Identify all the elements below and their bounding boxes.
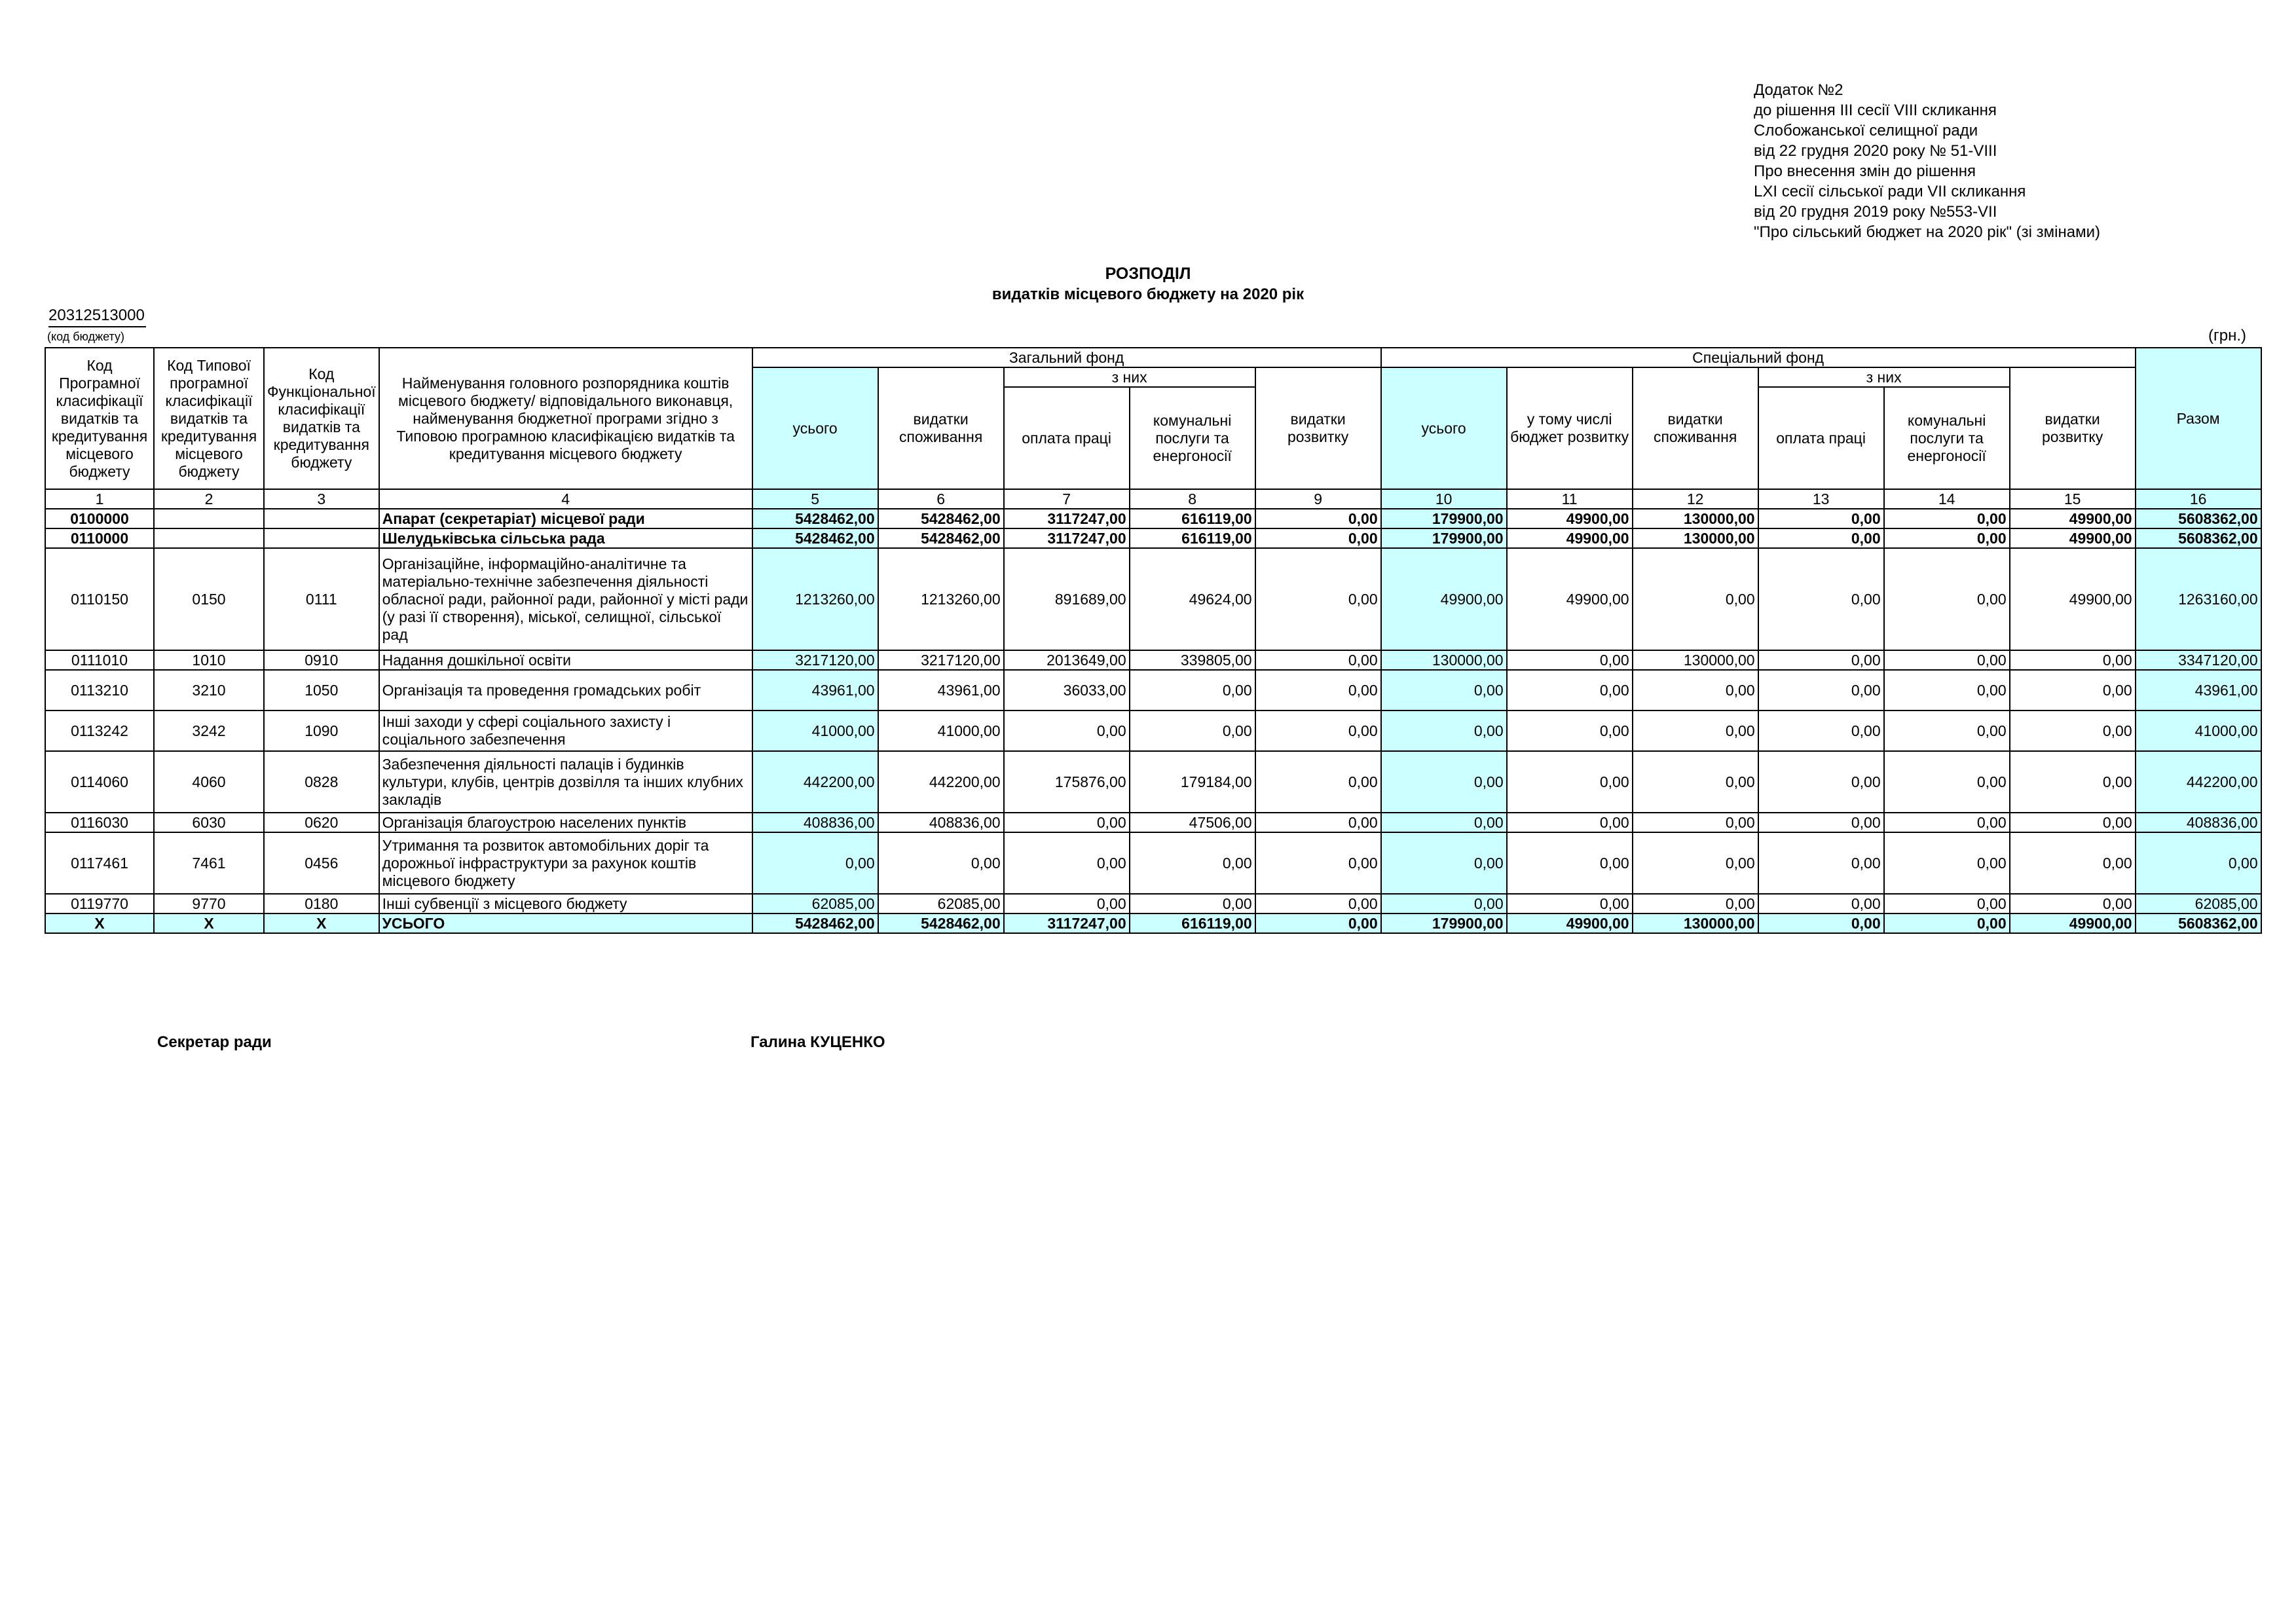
row-value-cell: 0,00: [1758, 509, 1884, 528]
row-value-cell: 1090: [264, 710, 379, 751]
row-value-cell: 0100000: [45, 509, 154, 528]
row-value-cell: 49900,00: [1507, 509, 1633, 528]
row-value-cell: 0,00: [1758, 650, 1884, 670]
row-value-cell: 442200,00: [878, 751, 1004, 813]
row-value-cell: 7461: [154, 832, 264, 894]
row-value-cell: 179900,00: [1381, 528, 1507, 548]
row-value-cell: 3117247,00: [1004, 913, 1130, 933]
row-name-cell: Інші заходи у сфері соціального захисту і соціального забезпечення: [379, 710, 752, 751]
row-value-cell: 0150: [154, 548, 264, 650]
row-value-cell: [154, 509, 264, 528]
table-row: [45, 832, 2261, 894]
row-value-cell: X: [264, 913, 379, 933]
row-value-cell: 0,00: [1004, 894, 1130, 913]
row-value-cell: 0,00: [1255, 509, 1381, 528]
row-value-cell: 5428462,00: [878, 528, 1004, 548]
column-number: 6: [878, 489, 1004, 509]
header-gf-wages: оплата праці: [1004, 387, 1130, 489]
column-number: 3: [264, 489, 379, 509]
row-value-cell: 179184,00: [1130, 751, 1255, 813]
row-name-cell: Організація благоустрою населених пунктів: [379, 813, 752, 832]
row-value-cell: 0111: [264, 548, 379, 650]
row-value-cell: 0,00: [1507, 894, 1633, 913]
header-gf-development: видатки розвитку: [1255, 367, 1381, 489]
row-value-cell: 3242: [154, 710, 264, 751]
header-gf-of-which: з них: [1004, 367, 1255, 387]
header-general-fund: Загальний фонд: [752, 348, 1381, 367]
row-name-cell: Організаційне, інформаційно-аналітичне та матеріально-технічне забезпечення діяльності обласної ради, районної ради, районної у місті ради (у разі її створення), міської, селищної, сільської рад: [379, 548, 752, 650]
row-value-cell: 0,00: [1758, 710, 1884, 751]
row-value-cell: 130000,00: [1633, 913, 1758, 933]
row-value-cell: 0,00: [1507, 670, 1633, 710]
row-value-cell: 5428462,00: [878, 913, 1004, 933]
row-value-cell: 5428462,00: [878, 509, 1004, 528]
row-value-cell: 0,00: [1758, 813, 1884, 832]
row-value-cell: 339805,00: [1130, 650, 1255, 670]
row-value-cell: 0,00: [2010, 650, 2136, 670]
row-value-cell: 0,00: [1884, 913, 2010, 933]
header-sf-utilities: комунальні послуги та енергоносії: [1884, 387, 2010, 489]
row-value-cell: 0117461: [45, 832, 154, 894]
signature-name: Галина КУЦЕНКО: [750, 1033, 885, 1051]
row-value-cell: 0,00: [1884, 650, 2010, 670]
row-value-cell: 0,00: [1130, 832, 1255, 894]
budget-table: [45, 347, 2262, 934]
row-value-cell: 0,00: [1381, 894, 1507, 913]
annex-line: "Про сільський бюджет на 2020 рік" (зі змінами): [1754, 223, 2100, 241]
row-value-cell: 0,00: [1884, 751, 2010, 813]
row-value-cell: 49900,00: [2010, 913, 2136, 933]
table-row: [45, 650, 2261, 670]
table-row: [45, 509, 2261, 528]
header-sf-budget-dev: у тому числі бюджет розвитку: [1507, 367, 1633, 489]
table-total-row: [45, 913, 2261, 933]
row-value-cell: 175876,00: [1004, 751, 1130, 813]
row-value-cell: 3217120,00: [878, 650, 1004, 670]
header-gf-consumption: видатки споживання: [878, 367, 1004, 489]
row-value-cell: 0,00: [1884, 670, 2010, 710]
row-value-cell: 4060: [154, 751, 264, 813]
annex-line: до рішення III сесії VIII скликання: [1754, 101, 1997, 119]
row-value-cell: 0119770: [45, 894, 154, 913]
row-value-cell: [154, 528, 264, 548]
row-value-cell: 0910: [264, 650, 379, 670]
row-value-cell: 49900,00: [2010, 528, 2136, 548]
row-value-cell: 0114060: [45, 751, 154, 813]
row-value-cell: 0,00: [1381, 670, 1507, 710]
column-number: 2: [154, 489, 264, 509]
row-value-cell: 616119,00: [1130, 528, 1255, 548]
budget-code-caption: (код бюджету): [47, 330, 125, 343]
column-number: 13: [1758, 489, 1884, 509]
column-number: 16: [2136, 489, 2261, 509]
annex-line: Додаток №2: [1754, 81, 1843, 99]
row-value-cell: 0,00: [1633, 710, 1758, 751]
row-value-cell: 0,00: [1255, 650, 1381, 670]
row-value-cell: 0,00: [1255, 670, 1381, 710]
row-value-cell: 0,00: [1633, 670, 1758, 710]
table-header: [45, 348, 2261, 489]
row-name-cell: Забезпечення діяльності палаців і будинків культури, клубів, центрів дозвілля та інших клубних закладів: [379, 751, 752, 813]
row-value-cell: 408836,00: [878, 813, 1004, 832]
row-value-cell: 43961,00: [752, 670, 878, 710]
row-value-cell: 179900,00: [1381, 509, 1507, 528]
row-value-cell: 408836,00: [752, 813, 878, 832]
row-value-cell: 0,00: [1004, 832, 1130, 894]
row-value-cell: 0,00: [1130, 710, 1255, 751]
row-value-cell: 0,00: [1255, 548, 1381, 650]
row-value-cell: 1010: [154, 650, 264, 670]
row-value-cell: 0,00: [1507, 813, 1633, 832]
table-row: [45, 548, 2261, 650]
row-value-cell: 0,00: [1758, 670, 1884, 710]
row-value-cell: 36033,00: [1004, 670, 1130, 710]
row-value-cell: 0,00: [1381, 813, 1507, 832]
row-value-cell: 49900,00: [1381, 548, 1507, 650]
column-number: 11: [1507, 489, 1633, 509]
row-value-cell: 49900,00: [2010, 509, 2136, 528]
row-value-cell: 0828: [264, 751, 379, 813]
table-row: [45, 528, 2261, 548]
signature-role: Секретар ради: [157, 1033, 272, 1051]
column-number: 12: [1633, 489, 1758, 509]
row-value-cell: 49900,00: [1507, 548, 1633, 650]
row-value-cell: 41000,00: [2136, 710, 2261, 751]
row-value-cell: 49900,00: [2010, 548, 2136, 650]
row-value-cell: 0,00: [1255, 913, 1381, 933]
row-value-cell: 0,00: [1255, 751, 1381, 813]
annex-block: [1754, 80, 2100, 242]
row-value-cell: 5428462,00: [752, 509, 878, 528]
document-title: РОЗПОДІЛ: [1105, 265, 1191, 283]
row-value-cell: 0,00: [1884, 509, 2010, 528]
row-value-cell: 130000,00: [1633, 509, 1758, 528]
table-row: [45, 813, 2261, 832]
row-value-cell: 0,00: [878, 832, 1004, 894]
row-value-cell: 0,00: [1507, 832, 1633, 894]
row-value-cell: 0,00: [1758, 751, 1884, 813]
row-value-cell: 0,00: [1884, 548, 2010, 650]
annex-line: від 22 грудня 2020 року № 51-VIII: [1754, 142, 1997, 160]
row-value-cell: 1050: [264, 670, 379, 710]
row-value-cell: 49900,00: [1507, 913, 1633, 933]
row-value-cell: 0,00: [2010, 813, 2136, 832]
row-value-cell: 47506,00: [1130, 813, 1255, 832]
header-gf-utilities: комунальні послуги та енергоносії: [1130, 387, 1255, 489]
row-name-cell: Надання дошкільної освіти: [379, 650, 752, 670]
row-value-cell: 0,00: [1130, 894, 1255, 913]
row-value-cell: 0,00: [1633, 751, 1758, 813]
row-value-cell: 0,00: [2010, 710, 2136, 751]
header-functional-code: Код Функціональної класифікації видатків та кредитування бюджету: [264, 348, 379, 489]
row-value-cell: 0,00: [1884, 894, 2010, 913]
header-sf-total: усього: [1381, 367, 1507, 489]
row-value-cell: X: [154, 913, 264, 933]
row-value-cell: 49624,00: [1130, 548, 1255, 650]
row-value-cell: 41000,00: [752, 710, 878, 751]
row-value-cell: 0180: [264, 894, 379, 913]
header-typical-code: Код Типової програмної класифікації видатків та кредитування місцевого бюджету: [154, 348, 264, 489]
row-value-cell: [264, 509, 379, 528]
row-value-cell: 62085,00: [752, 894, 878, 913]
column-number-row: [45, 489, 2261, 509]
header-name: Найменування головного розпорядника коштів місцевого бюджету/ відповідального виконавця, найменування бюджетної програми згідно з Типовою програмною класифікацією видатків та кредитування місцевого бюджету: [379, 348, 752, 489]
header-special-fund: Спеціальний фонд: [1381, 348, 2136, 367]
row-value-cell: 62085,00: [2136, 894, 2261, 913]
header-sum: Разом: [2136, 348, 2261, 489]
row-value-cell: 0620: [264, 813, 379, 832]
row-value-cell: 0116030: [45, 813, 154, 832]
column-number: 4: [379, 489, 752, 509]
row-value-cell: 3117247,00: [1004, 509, 1130, 528]
row-value-cell: 0,00: [1255, 813, 1381, 832]
row-value-cell: 0110150: [45, 548, 154, 650]
row-value-cell: 0,00: [1758, 913, 1884, 933]
currency-unit: (грн.): [2208, 327, 2247, 344]
row-value-cell: 3217120,00: [752, 650, 878, 670]
row-value-cell: 3347120,00: [2136, 650, 2261, 670]
row-value-cell: 1263160,00: [2136, 548, 2261, 650]
annex-line: Про внесення змін до рішення: [1754, 162, 1976, 180]
row-value-cell: 5608362,00: [2136, 913, 2261, 933]
row-name-cell: УСЬОГО: [379, 913, 752, 933]
row-name-cell: Шелудьківська сільська рада: [379, 528, 752, 548]
row-value-cell: 0,00: [752, 832, 878, 894]
row-value-cell: 0,00: [1507, 751, 1633, 813]
row-value-cell: 616119,00: [1130, 509, 1255, 528]
row-value-cell: 0,00: [1507, 650, 1633, 670]
row-value-cell: 0,00: [2010, 832, 2136, 894]
column-number: 8: [1130, 489, 1255, 509]
row-value-cell: 0,00: [1255, 528, 1381, 548]
column-number: 1: [45, 489, 154, 509]
table-body: [45, 489, 2261, 933]
row-value-cell: 891689,00: [1004, 548, 1130, 650]
row-value-cell: 0,00: [1758, 894, 1884, 913]
row-value-cell: 43961,00: [2136, 670, 2261, 710]
row-value-cell: 442200,00: [752, 751, 878, 813]
row-value-cell: 0,00: [1633, 832, 1758, 894]
column-number: 5: [752, 489, 878, 509]
row-value-cell: 0,00: [1130, 670, 1255, 710]
row-value-cell: 0,00: [1633, 548, 1758, 650]
row-name-cell: Утримання та розвиток автомобільних доріг та дорожньої інфраструктури за рахунок коштів місцевого бюджету: [379, 832, 752, 894]
row-value-cell: 43961,00: [878, 670, 1004, 710]
row-value-cell: 1213260,00: [878, 548, 1004, 650]
header-sf-consumption: видатки споживання: [1633, 367, 1758, 489]
row-value-cell: 6030: [154, 813, 264, 832]
row-value-cell: 0113210: [45, 670, 154, 710]
header-sf-wages: оплата праці: [1758, 387, 1884, 489]
row-value-cell: 130000,00: [1633, 650, 1758, 670]
budget-code: 20312513000: [48, 306, 146, 327]
row-value-cell: 0,00: [2010, 894, 2136, 913]
table-row: [45, 751, 2261, 813]
column-number: 7: [1004, 489, 1130, 509]
row-value-cell: 0,00: [1633, 813, 1758, 832]
table-row: [45, 670, 2261, 710]
row-value-cell: 9770: [154, 894, 264, 913]
row-value-cell: 0,00: [1633, 894, 1758, 913]
row-value-cell: 442200,00: [2136, 751, 2261, 813]
row-value-cell: 0,00: [1255, 832, 1381, 894]
row-value-cell: 130000,00: [1633, 528, 1758, 548]
row-value-cell: 130000,00: [1381, 650, 1507, 670]
column-number: 10: [1381, 489, 1507, 509]
header-gf-total: усього: [752, 367, 878, 489]
row-value-cell: X: [45, 913, 154, 933]
row-value-cell: 5428462,00: [752, 528, 878, 548]
row-value-cell: 0,00: [1381, 832, 1507, 894]
row-value-cell: 41000,00: [878, 710, 1004, 751]
row-name-cell: Апарат (секретаріат) місцевої ради: [379, 509, 752, 528]
header-sf-development: видатки розвитку: [2010, 367, 2136, 489]
row-value-cell: 0,00: [1758, 548, 1884, 650]
column-number: 14: [1884, 489, 2010, 509]
column-number: 15: [2010, 489, 2136, 509]
row-value-cell: 0111010: [45, 650, 154, 670]
row-value-cell: 0,00: [1884, 528, 2010, 548]
annex-line: LXI сесії сільської ради VII скликання: [1754, 183, 2026, 200]
annex-line: Слобожанської селищної ради: [1754, 122, 1978, 139]
header-sf-of-which: з них: [1758, 367, 2010, 387]
row-value-cell: 0,00: [1381, 751, 1507, 813]
row-value-cell: 0,00: [2136, 832, 2261, 894]
row-value-cell: 0,00: [1507, 710, 1633, 751]
row-value-cell: 5608362,00: [2136, 528, 2261, 548]
row-value-cell: 3210: [154, 670, 264, 710]
row-value-cell: 0,00: [1758, 832, 1884, 894]
row-value-cell: 0,00: [2010, 670, 2136, 710]
row-value-cell: 0456: [264, 832, 379, 894]
row-name-cell: Інші субвенції з місцевого бюджету: [379, 894, 752, 913]
row-value-cell: 0,00: [1884, 710, 2010, 751]
row-value-cell: 5428462,00: [752, 913, 878, 933]
document-subtitle: видатків місцевого бюджету на 2020 рік: [991, 286, 1305, 303]
row-value-cell: 0,00: [1255, 894, 1381, 913]
header-program-code: Код Програмної класифікації видатків та кредитування місцевого бюджету: [45, 348, 154, 489]
row-value-cell: 0,00: [1004, 813, 1130, 832]
row-value-cell: 3117247,00: [1004, 528, 1130, 548]
row-value-cell: 62085,00: [878, 894, 1004, 913]
annex-line: від 20 грудня 2019 року №553-VII: [1754, 203, 1997, 221]
row-value-cell: 0,00: [1884, 832, 2010, 894]
row-name-cell: Організація та проведення громадських робіт: [379, 670, 752, 710]
row-value-cell: 5608362,00: [2136, 509, 2261, 528]
column-number: 9: [1255, 489, 1381, 509]
row-value-cell: 0,00: [1884, 813, 2010, 832]
row-value-cell: 2013649,00: [1004, 650, 1130, 670]
row-value-cell: 616119,00: [1130, 913, 1255, 933]
row-value-cell: 49900,00: [1507, 528, 1633, 548]
row-value-cell: 0,00: [2010, 751, 2136, 813]
row-value-cell: 0113242: [45, 710, 154, 751]
row-value-cell: 0,00: [1758, 528, 1884, 548]
row-value-cell: [264, 528, 379, 548]
row-value-cell: 0,00: [1004, 710, 1130, 751]
row-value-cell: 0,00: [1381, 710, 1507, 751]
row-value-cell: 0110000: [45, 528, 154, 548]
row-value-cell: 1213260,00: [752, 548, 878, 650]
row-value-cell: 179900,00: [1381, 913, 1507, 933]
row-value-cell: 0,00: [1255, 710, 1381, 751]
row-value-cell: 408836,00: [2136, 813, 2261, 832]
table-row: [45, 710, 2261, 751]
table-row: [45, 894, 2261, 913]
